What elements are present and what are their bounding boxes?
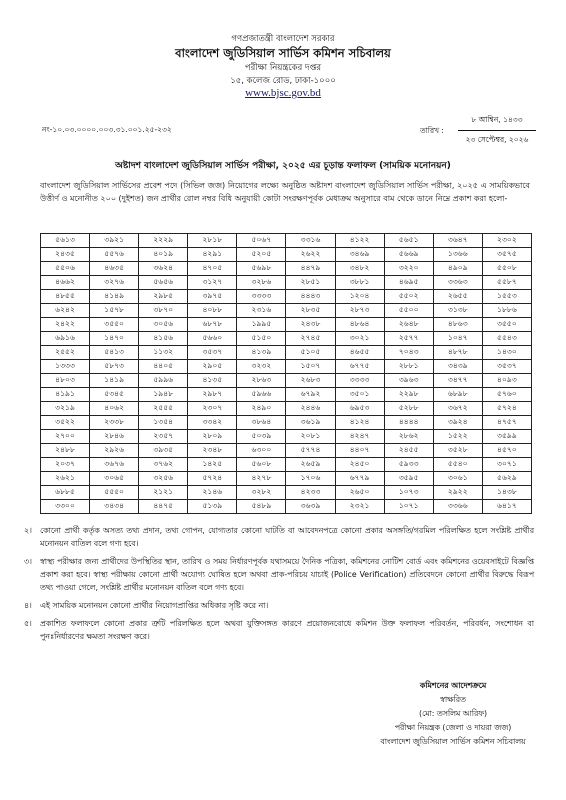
roll-number-cell: ৫০৩৯ xyxy=(237,430,286,444)
roll-number-cell: ৩৫২২ xyxy=(41,416,90,430)
note-item xyxy=(24,599,534,612)
roll-number-cell: ৫৭২৪ xyxy=(188,472,237,486)
date-bangla: ৮ আশ্বিন, ১৪৩৩ xyxy=(458,115,536,131)
roll-number-cell: ২২৯৮ xyxy=(384,388,433,402)
roll-number-cell: ৬৭৯২ xyxy=(286,388,335,402)
table-row xyxy=(41,374,532,388)
roll-number-cell: ৫১৫০ xyxy=(237,332,286,346)
roll-number-cell: ৪৮৭৮ xyxy=(433,346,482,360)
table-row xyxy=(41,346,532,360)
roll-number-cell: ২৮১৮ xyxy=(188,234,237,248)
roll-number-cell: ২৪৫৫ xyxy=(384,444,433,458)
roll-number-cell: ৩৬৪৭ xyxy=(433,234,482,248)
roll-number-cell: ৩৫৭৫ xyxy=(482,248,531,262)
roll-number-cell: ৩৫৯৫ xyxy=(384,472,433,486)
table-row xyxy=(41,360,532,374)
government-name: গণপ্রজাতন্ত্রী বাংলাদেশ সরকার xyxy=(231,34,335,44)
roll-number-cell: ৩৫৩৭ xyxy=(188,346,237,360)
roll-number-cell: ৩২৩২ xyxy=(237,360,286,374)
roll-number-cell: ৪৮৬৩ xyxy=(433,318,482,332)
roll-number-cell: ৪৪০৫ xyxy=(139,360,188,374)
roll-number-cell: ২০৮১ xyxy=(286,430,335,444)
roll-number-cell: ৩৪৩৯ xyxy=(433,360,482,374)
roll-number-cell: ১৮৮৬ xyxy=(482,304,531,318)
roll-number-cell: ৫৬১৩ xyxy=(41,234,90,248)
roll-number-cell: ১০৪৭ xyxy=(433,332,482,346)
roll-number-cell: ১৭০৬ xyxy=(286,472,335,486)
roll-number-cell: ৩৪৭৭ xyxy=(433,374,482,388)
roll-number-cell: ২৪৩৮ xyxy=(286,318,335,332)
roll-number-cell: ২১২১ xyxy=(139,486,188,500)
roll-number-cell: ৪৪৪৪ xyxy=(384,416,433,430)
date-label: তারিখ : xyxy=(420,126,444,135)
roll-number-cell: ২৩২১ xyxy=(335,500,384,514)
roll-number-cell: ৫৩৪৫ xyxy=(90,388,139,402)
roll-number-cell: ১৩৫৪ xyxy=(139,416,188,430)
roll-number-cell: ২৮৩৫ xyxy=(286,304,335,318)
roll-number-cell: ২৬৫৫ xyxy=(433,290,482,304)
roll-number-cell: ৩৪৩৪ xyxy=(90,500,139,514)
table-row xyxy=(41,486,532,500)
note-text: কোনো প্রার্থী কর্তৃক অসত্য তথ্য প্রদান, তথ্য গোপন, যোগ্যতার কোনো ঘাটতি বা আবেদনপত্রে কোনো প্রকার অসঙ্গতি/গরমিল পরিলক্ষিত হলে সংশ্লিষ্ট প্রার্থীর মনোনয়ন বাতিল বলে গণ্য হবে। xyxy=(40,526,534,548)
table-row xyxy=(41,388,532,402)
table-row xyxy=(41,332,532,346)
roll-number-cell: ৫৫০২ xyxy=(384,290,433,304)
roll-number-cell: ৫৫৮৭ xyxy=(482,276,531,290)
roll-number-cell: ২৭৪৫ xyxy=(286,332,335,346)
roll-number-cell: ৫৫৪০ xyxy=(433,458,482,472)
roll-number-cell: ৩২৮৬ xyxy=(237,276,286,290)
roll-number-cell: ৬৩০০ xyxy=(237,444,286,458)
note-number: ৩। xyxy=(24,557,32,566)
roll-number-cell: ৪৬৯৫ xyxy=(384,276,433,290)
roll-number-cell: ৩৫০১ xyxy=(335,388,384,402)
roll-number-cell: ৩৬১৯ xyxy=(286,416,335,430)
roll-number-cell: ৩৪৬৯ xyxy=(335,248,384,262)
roll-number-cell: ১৪৭০ xyxy=(90,332,139,346)
table-row xyxy=(41,304,532,318)
roll-number-cell: ৫৭৬০ xyxy=(482,388,531,402)
roll-number-cell: ৩২৭৬ xyxy=(90,276,139,290)
roll-number-cell: ২৯৮৭ xyxy=(188,388,237,402)
roll-number-cell: ৪০৯৩ xyxy=(482,374,531,388)
table-row xyxy=(41,458,532,472)
roll-number-cell: ২৯২৬ xyxy=(90,444,139,458)
organization-name: বাংলাদেশ জুডিসিয়াল সার্ভিস কমিশন সচিবালয় xyxy=(175,46,391,60)
roll-number-cell: ২২২৯ xyxy=(139,234,188,248)
roll-number-cell: ৫৫০৮ xyxy=(482,262,531,276)
roll-number-cell: ১০৭৩ xyxy=(384,486,433,500)
roll-number-cell: ২৫৭৭ xyxy=(384,332,433,346)
roll-number-cell: ৫৬৯৮ xyxy=(237,262,286,276)
roll-number-cell: ১৪২৫ xyxy=(188,458,237,472)
roll-number-cell: ৫৭৭৪ xyxy=(286,444,335,458)
table-row xyxy=(41,430,532,444)
roll-number-cell: ২৯২২ xyxy=(433,486,482,500)
roll-number-cell: ৩৫৩৭ xyxy=(482,360,531,374)
roll-number-cell: ১০৭১ xyxy=(384,500,433,514)
roll-number-cell: ২৮৬৩ xyxy=(237,374,286,388)
result-title: অষ্টাদশ বাংলাদেশ জুডিসিয়াল সার্ভিস পরীক্ষা, ২০২৫ এর চূড়ান্ত ফলাফল (সাময়িক মনোনয়ন) xyxy=(115,161,451,171)
roll-number-cell: ৩২৫৬ xyxy=(139,472,188,486)
roll-number-cell: ৫০৬৭ xyxy=(237,234,286,248)
roll-number-cell: ৪০৮৮ xyxy=(188,304,237,318)
roll-number-cell: ৩০৬৫ xyxy=(90,472,139,486)
roll-number-cell: ৩০২১ xyxy=(335,332,384,346)
roll-number-cell: ৩৫২৮ xyxy=(433,444,482,458)
roll-number-cell: ৪৪৪৩ xyxy=(286,290,335,304)
roll-number-cell: ৫৬০৮ xyxy=(237,458,286,472)
roll-number-cell: ৩৭৬২ xyxy=(139,458,188,472)
roll-number-cell: ২৬২১ xyxy=(41,472,90,486)
roll-number-cell: ৪৬৫৫ xyxy=(335,346,384,360)
table-row xyxy=(41,290,532,304)
roll-number-cell: ৪০৬২ xyxy=(90,402,139,416)
roll-number-cell: ৪১৩৯ xyxy=(237,346,286,360)
roll-number-cell: ১২০৪ xyxy=(335,290,384,304)
roll-number-cell: ৫৯৬৬ xyxy=(237,388,286,402)
roll-number-cell: ৩৫৫০ xyxy=(90,318,139,332)
table-row xyxy=(41,262,532,276)
signature-order: কমিশনের আদেশক্রমে xyxy=(419,681,487,690)
roll-number-cell: ২৪৯০ xyxy=(237,402,286,416)
roll-number-cell: ৩০৫৬ xyxy=(139,318,188,332)
roll-number-cell: ৬৯১৬ xyxy=(41,332,90,346)
roll-number-cell: ৩০৭১ xyxy=(482,458,531,472)
note-text: স্বাস্থ্য পরীক্ষার জন্য প্রার্থীদের উপস্থিতির স্থান, তারিখ ও সময় নির্ধারণপূর্বক যথাসময়ে দৈনিক পত্রিকা, কমিশনের নোটিশ বোর্ড এবং কমিশনের ওয়েবসাইটে বিজ্ঞপ্তি প্রকাশ করা হবে। স্বাস্থ্য পরীক্ষায় কোনো প্রার্থী অযোগ্য ঘোষিত হলে অথবা প্রাক-পরিচয় যাচাই (Police Verification) প্রতিবেদনে কোনো প্রার্থীর বিরুদ্ধে বিরূপ তথ্য পাওয়া গেলে, সংশ্লিষ্ট প্রার্থীর মনোনয়ন বাতিল বলে গণ্য হবে। xyxy=(40,557,534,592)
roll-number-cell: ৫৯৯৬ xyxy=(139,374,188,388)
memo-number: নং-১০.০৩.০০০০.০০৩.৩১.০০১.২৫-২৩২ xyxy=(42,125,172,134)
roll-number-cell: ৫৮৭৩ xyxy=(90,360,139,374)
roll-number-cell: ২৬৮৩ xyxy=(286,374,335,388)
roll-number-cell: ২৩১৬ xyxy=(237,304,286,318)
roll-number-cell: ৫৯৩৩ xyxy=(384,458,433,472)
roll-number-cell: ৪৬৩৫ xyxy=(90,262,139,276)
roll-number-cell: ৪১৯১ xyxy=(41,388,90,402)
note-text: এই সাময়িক মনোনয়ন কোনো প্রার্থীর নিয়োগপ্রাপ্তির অধিকার সৃষ্টি করে না। xyxy=(40,601,269,610)
roll-number-cell: ১৫৭৮ xyxy=(90,304,139,318)
roll-number-cell: ৫১৩৯ xyxy=(188,500,237,514)
roll-number-cell: ৫২৮৮ xyxy=(384,402,433,416)
roll-number-cell: ৩৩১৬ xyxy=(286,234,335,248)
roll-number-cell: ২০৩৭ xyxy=(41,458,90,472)
roll-number-cell: ৪১৫৬ xyxy=(139,332,188,346)
roll-number-cell: ৩৫৫০ xyxy=(482,318,531,332)
table-row xyxy=(41,234,532,248)
roll-number-cell: ৩৮৬৪ xyxy=(237,416,286,430)
roll-number-cell: ২৯৮৫ xyxy=(139,290,188,304)
roll-number-cell: ৫৬৫১ xyxy=(384,234,433,248)
roll-number-cell: ৪১২২ xyxy=(335,234,384,248)
roll-number-cell: ৩৯৩৫ xyxy=(139,444,188,458)
roll-number-cell: ২৪৪৬ xyxy=(286,402,335,416)
roll-number-cell: ২৭০০ xyxy=(41,430,90,444)
roll-number-cell: ৩৯২৪ xyxy=(433,416,482,430)
table-row xyxy=(41,402,532,416)
roll-number-cell: ৪৪৭৯ xyxy=(286,262,335,276)
roll-number-cell: ২৮৭৩ xyxy=(335,304,384,318)
roll-number-cell: ৩৪৮২ xyxy=(335,262,384,276)
roll-number-cell: ২৮০৯ xyxy=(188,430,237,444)
roll-number-cell: ৪৬৬২ xyxy=(41,276,90,290)
roll-number-cell: ৬৭৭৫ xyxy=(335,360,384,374)
roll-number-cell: ৩৬৩৯ xyxy=(286,500,335,514)
roll-number-cell: ৩৩৬৩ xyxy=(433,276,482,290)
roll-number-cell: ৫১০৫ xyxy=(286,346,335,360)
date-block xyxy=(458,115,536,147)
note-text: প্রকাশিত ফলাফলে কোনো প্রকার ত্রুটি পরিলক্ষিত হলে অথবা যুক্তিসঙ্গত কারণে প্রয়োজনবোধে কমিশন উক্ত ফলাফল পরিবর্তন, পরিবর্ধন, সংশোধন বা পুনঃনির্ধারণের ক্ষমতা সংরক্ষণ করে। xyxy=(40,619,534,641)
roll-number-cell: ৩১৩৮ xyxy=(433,304,482,318)
roll-number-cell: ৪৯০৯ xyxy=(433,262,482,276)
roll-number-cell: ৩১২৭ xyxy=(188,276,237,290)
roll-number-cell: ১১৩২ xyxy=(139,346,188,360)
roll-number-cell: ১৪৩৮ xyxy=(482,486,531,500)
note-number: ৪। xyxy=(24,601,32,610)
roll-number-cell: ৫৭২৪ xyxy=(482,402,531,416)
roll-number-cell: ৩৮৮১ xyxy=(335,276,384,290)
roll-number-cell: ২৩৩৮ xyxy=(90,416,139,430)
roll-number-cell: ৫৪৮৯ xyxy=(237,500,286,514)
roll-number-cell: ২৬৫৯ xyxy=(286,458,335,472)
roll-number-cell: ৪৫৭০ xyxy=(482,444,531,458)
table-row xyxy=(41,248,532,262)
roll-number-cell: ৫৫৪৩ xyxy=(482,332,531,346)
note-item xyxy=(24,617,534,643)
roll-number-cell: ৪১২৪ xyxy=(335,416,384,430)
notes-list xyxy=(24,524,534,648)
intro-paragraph: বাংলাদেশ জুডিসিয়াল সার্ভিসের প্রবেশ পদে (সিভিল জজ) নিয়োগের লক্ষ্যে অনুষ্ঠিত অষ্টাদশ বাংলাদেশ জুডিসিয়াল সার্ভিস পরীক্ষা, ২০২৫ এ সাময়িকভাবে উত্তীর্ণ ও মনোনীত ২০০ (দুইশত) জন প্রার্থীর রোল নম্বর বিধি অনুযায়ী কোটা সংরক্ষণপূর্বক মেধাক্রম অনুসারে বাম থেকে ডানে নিম্নে প্রকাশ করা হলো- xyxy=(40,181,530,203)
roll-number-cell: ৪৮৬৪ xyxy=(335,318,384,332)
roll-number-cell: ২৩৪৮ xyxy=(188,444,237,458)
roll-number-cell: ৩২২০ xyxy=(384,262,433,276)
roll-number-cell: ৪২৩৩ xyxy=(286,486,335,500)
roll-number-cell: ৬৮৯৮ xyxy=(433,388,482,402)
roll-number-cell: ২৩০২ xyxy=(482,234,531,248)
roll-number-cell: ৪২৪৭ xyxy=(335,430,384,444)
roll-number-cell: ১৫৫৩ xyxy=(482,290,531,304)
roll-number-cell: ৩৬৭৬ xyxy=(90,458,139,472)
roll-number-cell: ২৮৮১ xyxy=(384,360,433,374)
note-item xyxy=(24,555,534,594)
roll-number-cell: ৬৪১৭ xyxy=(482,500,531,514)
roll-number-cell: ২৬২২ xyxy=(286,248,335,262)
roll-number-cell: ২৫৫৫ xyxy=(139,402,188,416)
roll-number-cell: ২৩০৭ xyxy=(188,402,237,416)
signatory-designation: পরীক্ষা নিয়ন্ত্রক (জেলা ও দায়রা জজ) xyxy=(394,723,512,732)
roll-number-cell: ৪০১৯ xyxy=(139,248,188,262)
roll-number-cell: ৪১৪৯ xyxy=(90,290,139,304)
note-number: ৫। xyxy=(24,619,32,628)
table-row xyxy=(41,416,532,430)
roll-number-cell: ২১৪৬ xyxy=(188,486,237,500)
roll-number-cell: ২৯০৫ xyxy=(188,360,237,374)
roll-number-cell: ৬৭৭৯ xyxy=(335,472,384,486)
roll-number-cell: ৪৮৫৫ xyxy=(41,290,90,304)
roll-number-cell: ২৮৬২ xyxy=(384,430,433,444)
roll-number-cell: ১৪১৯ xyxy=(90,374,139,388)
roll-number-cell: ২৮৪৬ xyxy=(90,430,139,444)
roll-number-cell: ৫৫৫০ xyxy=(90,486,139,500)
roll-number-cell: ৫৫০৬ xyxy=(41,262,90,276)
roll-number-cell: ২৪২২ xyxy=(41,318,90,332)
roll-number-cell: ৪২৭৮ xyxy=(237,472,286,486)
roll-number-cell: ১৯৪৮ xyxy=(139,388,188,402)
roll-number-cell: ৩৮৭০ xyxy=(139,304,188,318)
table-row xyxy=(41,444,532,458)
roll-number-cell: ৩২১৯ xyxy=(41,402,90,416)
roll-number-cell: ৩৩৪২ xyxy=(188,416,237,430)
signatory-name: (মো: তসলিম আরিফ) xyxy=(418,709,488,718)
roll-number-cell: ৫৪১৩ xyxy=(90,346,139,360)
roll-number-cell: ১৩৬৬ xyxy=(433,248,482,262)
roll-number-cell: ১৫০৭ xyxy=(286,360,335,374)
roll-number-cell: ৫৫৭৬ xyxy=(90,248,139,262)
note-item xyxy=(24,524,534,550)
roll-number-cell: ৭০৪৩ xyxy=(384,346,433,360)
roll-number-cell: ৩৯৬৩ xyxy=(384,374,433,388)
roll-number-cell: ১৪৩০ xyxy=(482,346,531,360)
roll-number-cell: ৫৬৬০ xyxy=(188,332,237,346)
roll-number-table xyxy=(40,233,532,514)
date-english: ২৩ সেপ্টেম্বর, ২০২৬ xyxy=(465,135,529,144)
roll-number-cell: ৩৬২৪ xyxy=(139,262,188,276)
signatory-office: বাংলাদেশ জুডিসিয়াল সার্ভিস কমিশন সচিবালয় xyxy=(380,737,526,746)
roll-number-cell: ৩৬৭২ xyxy=(433,402,482,416)
roll-number-cell: ৪৪০৭ xyxy=(335,444,384,458)
roll-number-cell: ৫২০৫ xyxy=(237,248,286,262)
roll-number-cell: ৩৩০০ xyxy=(41,500,90,514)
roll-number-cell: ৪৮০৩ xyxy=(41,374,90,388)
office-name: পরীক্ষা নিয়ন্ত্রকের দপ্তর xyxy=(244,63,322,73)
roll-number-cell: ২৮৫১ xyxy=(286,276,335,290)
note-number: ২। xyxy=(24,526,32,535)
table-row xyxy=(41,472,532,486)
roll-number-cell: ৬৯৫৩ xyxy=(335,402,384,416)
roll-number-cell: ২৬৪৮ xyxy=(384,318,433,332)
roll-number-cell: ৩০৬১ xyxy=(433,472,482,486)
roll-number-cell: ৩৯৭৫ xyxy=(188,290,237,304)
roll-number-cell: ২৪৮৮ xyxy=(41,444,90,458)
roll-number-cell: ৫৬৫৬ xyxy=(139,276,188,290)
roll-number-cell: ৫৬৬৯ xyxy=(384,248,433,262)
table-row xyxy=(41,318,532,332)
table-row xyxy=(41,276,532,290)
roll-number-cell: ৬২৪২ xyxy=(41,304,90,318)
roll-number-cell: ৪৭৫৭ xyxy=(482,416,531,430)
roll-number-cell: ৩৩৩৩ xyxy=(335,374,384,388)
roll-number-cell: ২৫৫২ xyxy=(41,346,90,360)
roll-number-cell: ৪১৩৫ xyxy=(188,374,237,388)
roll-number-cell: ৩২৮২ xyxy=(237,486,286,500)
roll-number-cell: ২৩৫৭ xyxy=(139,430,188,444)
roll-number-cell: ৪২৯১ xyxy=(188,248,237,262)
table-row xyxy=(41,500,532,514)
roll-number-cell: ৩৩৩৩ xyxy=(237,290,286,304)
roll-number-cell: ৫৫০০ xyxy=(384,304,433,318)
roll-number-cell: ৪৪৭৫ xyxy=(139,500,188,514)
roll-number-cell: ৩৩৬৬ xyxy=(433,500,482,514)
roll-number-cell: ৩৫৯৯ xyxy=(482,430,531,444)
roll-number-cell: ৬৮৭৮ xyxy=(188,318,237,332)
roll-number-cell: ২৪৫০ xyxy=(335,458,384,472)
roll-number-cell: ১৯৯৫ xyxy=(237,318,286,332)
office-address: ১৫, কলেজ রোড, ঢাকা-১০০০ xyxy=(230,76,336,86)
website-link[interactable]: www.bjsc.gov.bd xyxy=(245,87,321,99)
roll-number-cell: ৪৭০৫ xyxy=(188,262,237,276)
roll-number-cell: ২৪৩৫ xyxy=(41,248,90,262)
roll-number-cell: ১৫২২ xyxy=(433,430,482,444)
roll-number-cell: ২৬৫০ xyxy=(335,486,384,500)
roll-number-cell: ৬৮৮৫ xyxy=(41,486,90,500)
roll-number-cell: ৫৬২৯ xyxy=(482,472,531,486)
roll-number-cell: ৩৯২১ xyxy=(90,234,139,248)
signature-signed: স্বাক্ষরিত xyxy=(440,695,466,704)
roll-number-cell: ১৩৩৩ xyxy=(41,360,90,374)
